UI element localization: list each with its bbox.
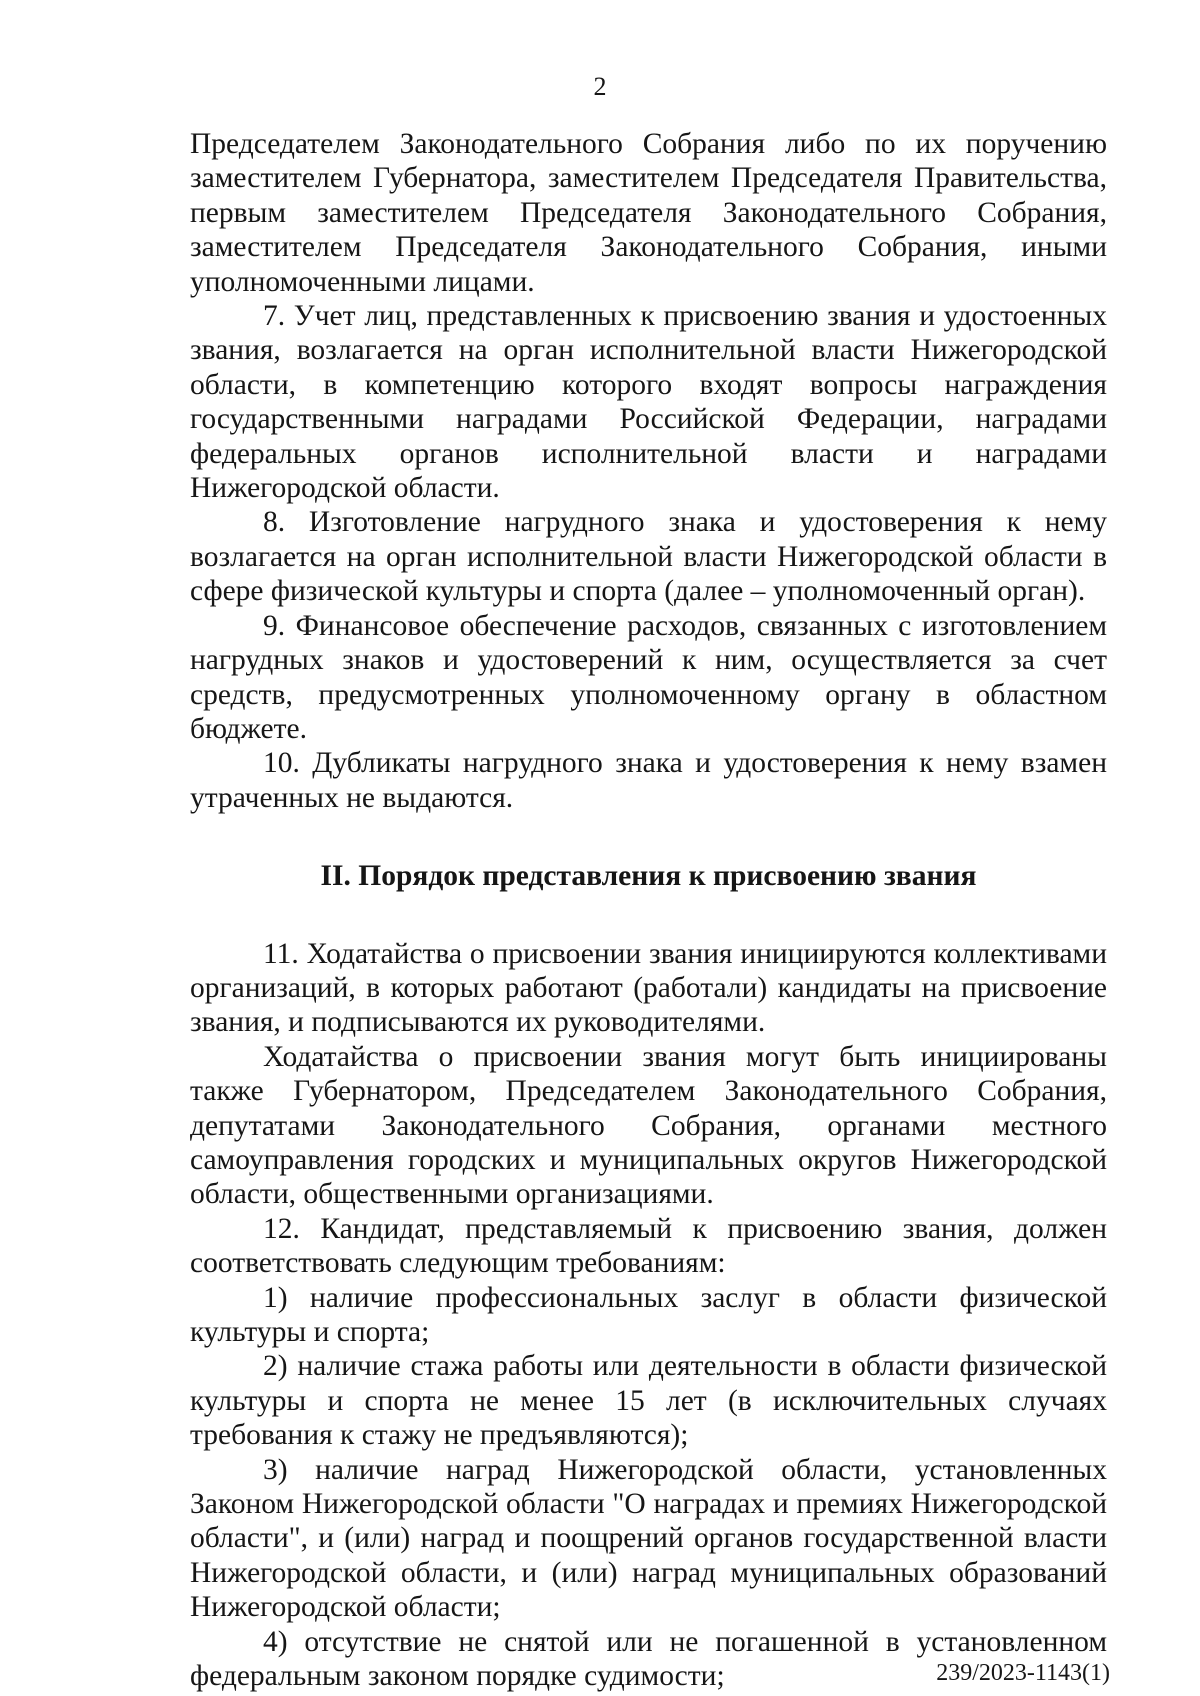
requirement-2: 2) наличие стажа работы или деятельности в области физической культуры и спорта не менее 15 лет (в исключительных случаях требования к стажу не предъявляются);	[190, 1350, 1107, 1452]
paragraph-item-8: 8. Изготовление нагрудного знака и удостоверения к нему возлагается на орган исполнительной власти Нижегородской области в сфере физической культуры и спорта (далее – уполномоченный орган).	[190, 506, 1107, 608]
section-heading: II. Порядок представления к присвоению звания	[320, 860, 977, 893]
requirement-1: 1) наличие профессиональных заслуг в области физической культуры и спорта;	[190, 1281, 1107, 1348]
paragraph-item-7: 7. Учет лиц, представленных к присвоению звания и удостоенных звания, возлагается на орган исполнительной власти Нижегородской области, в компетенцию которого входят вопросы награждения государственными наградами Российской Федерации, наградами федеральных органов исполнительной власти и наградами Нижегородской области.	[190, 300, 1107, 505]
page-number: 2	[593, 72, 607, 101]
paragraph-item-10: 10. Дубликаты нагрудного знака и удостоверения к нему взамен утраченных не выдаются.	[190, 747, 1107, 814]
paragraph-item-11: 11. Ходатайства о присвоении звания инициируются коллективами организаций, в которых работают (работали) кандидаты на присвоение звания, и подписываются их руководителями.	[190, 937, 1107, 1039]
requirement-4: 4) отсутствие не снятой или не погашенной в установленном федеральным законом порядке судимости;	[190, 1625, 1107, 1693]
requirement-3: 3) наличие наград Нижегородской области, установленных Законом Нижегородской области "О наградах и премиях Нижегородской области", и (или) наград и поощрений органов государственной власти Нижегородской области, и (или) наград муниципальных образований Нижегородской области;	[190, 1453, 1107, 1624]
paragraph-petitions: Ходатайства о присвоении звания могут быть инициированы также Губернатором, Председателем Законодательного Собрания, депутатами Законодательного Собрания, органами местного самоуправления городских и муниципальных округов Нижегородской области, общественными организациями.	[190, 1040, 1107, 1211]
paragraph-item-12: 12. Кандидат, представляемый к присвоению звания, должен соответствовать следующим требованиям:	[190, 1212, 1107, 1280]
document-registration-code: 239/2023-1143(1)	[936, 1660, 1110, 1686]
document-body	[190, 127, 1107, 1693]
paragraph-item-9: 9. Финансовое обеспечение расходов, связанных с изготовлением нагрудных знаков и удостоверений к ним, осуществляется за счет средств, предусмотренных уполномоченному органу в областном бюджете.	[190, 609, 1107, 745]
paragraph-continuation: Председателем Законодательного Собрания либо по их поручению заместителем Губернатора, заместителем Председателя Правительства, первым заместителем Председателя Законодательного Собрания, заместителем Председателя Законодательного Собрания, иными уполномоченными лицами.	[190, 128, 1107, 298]
